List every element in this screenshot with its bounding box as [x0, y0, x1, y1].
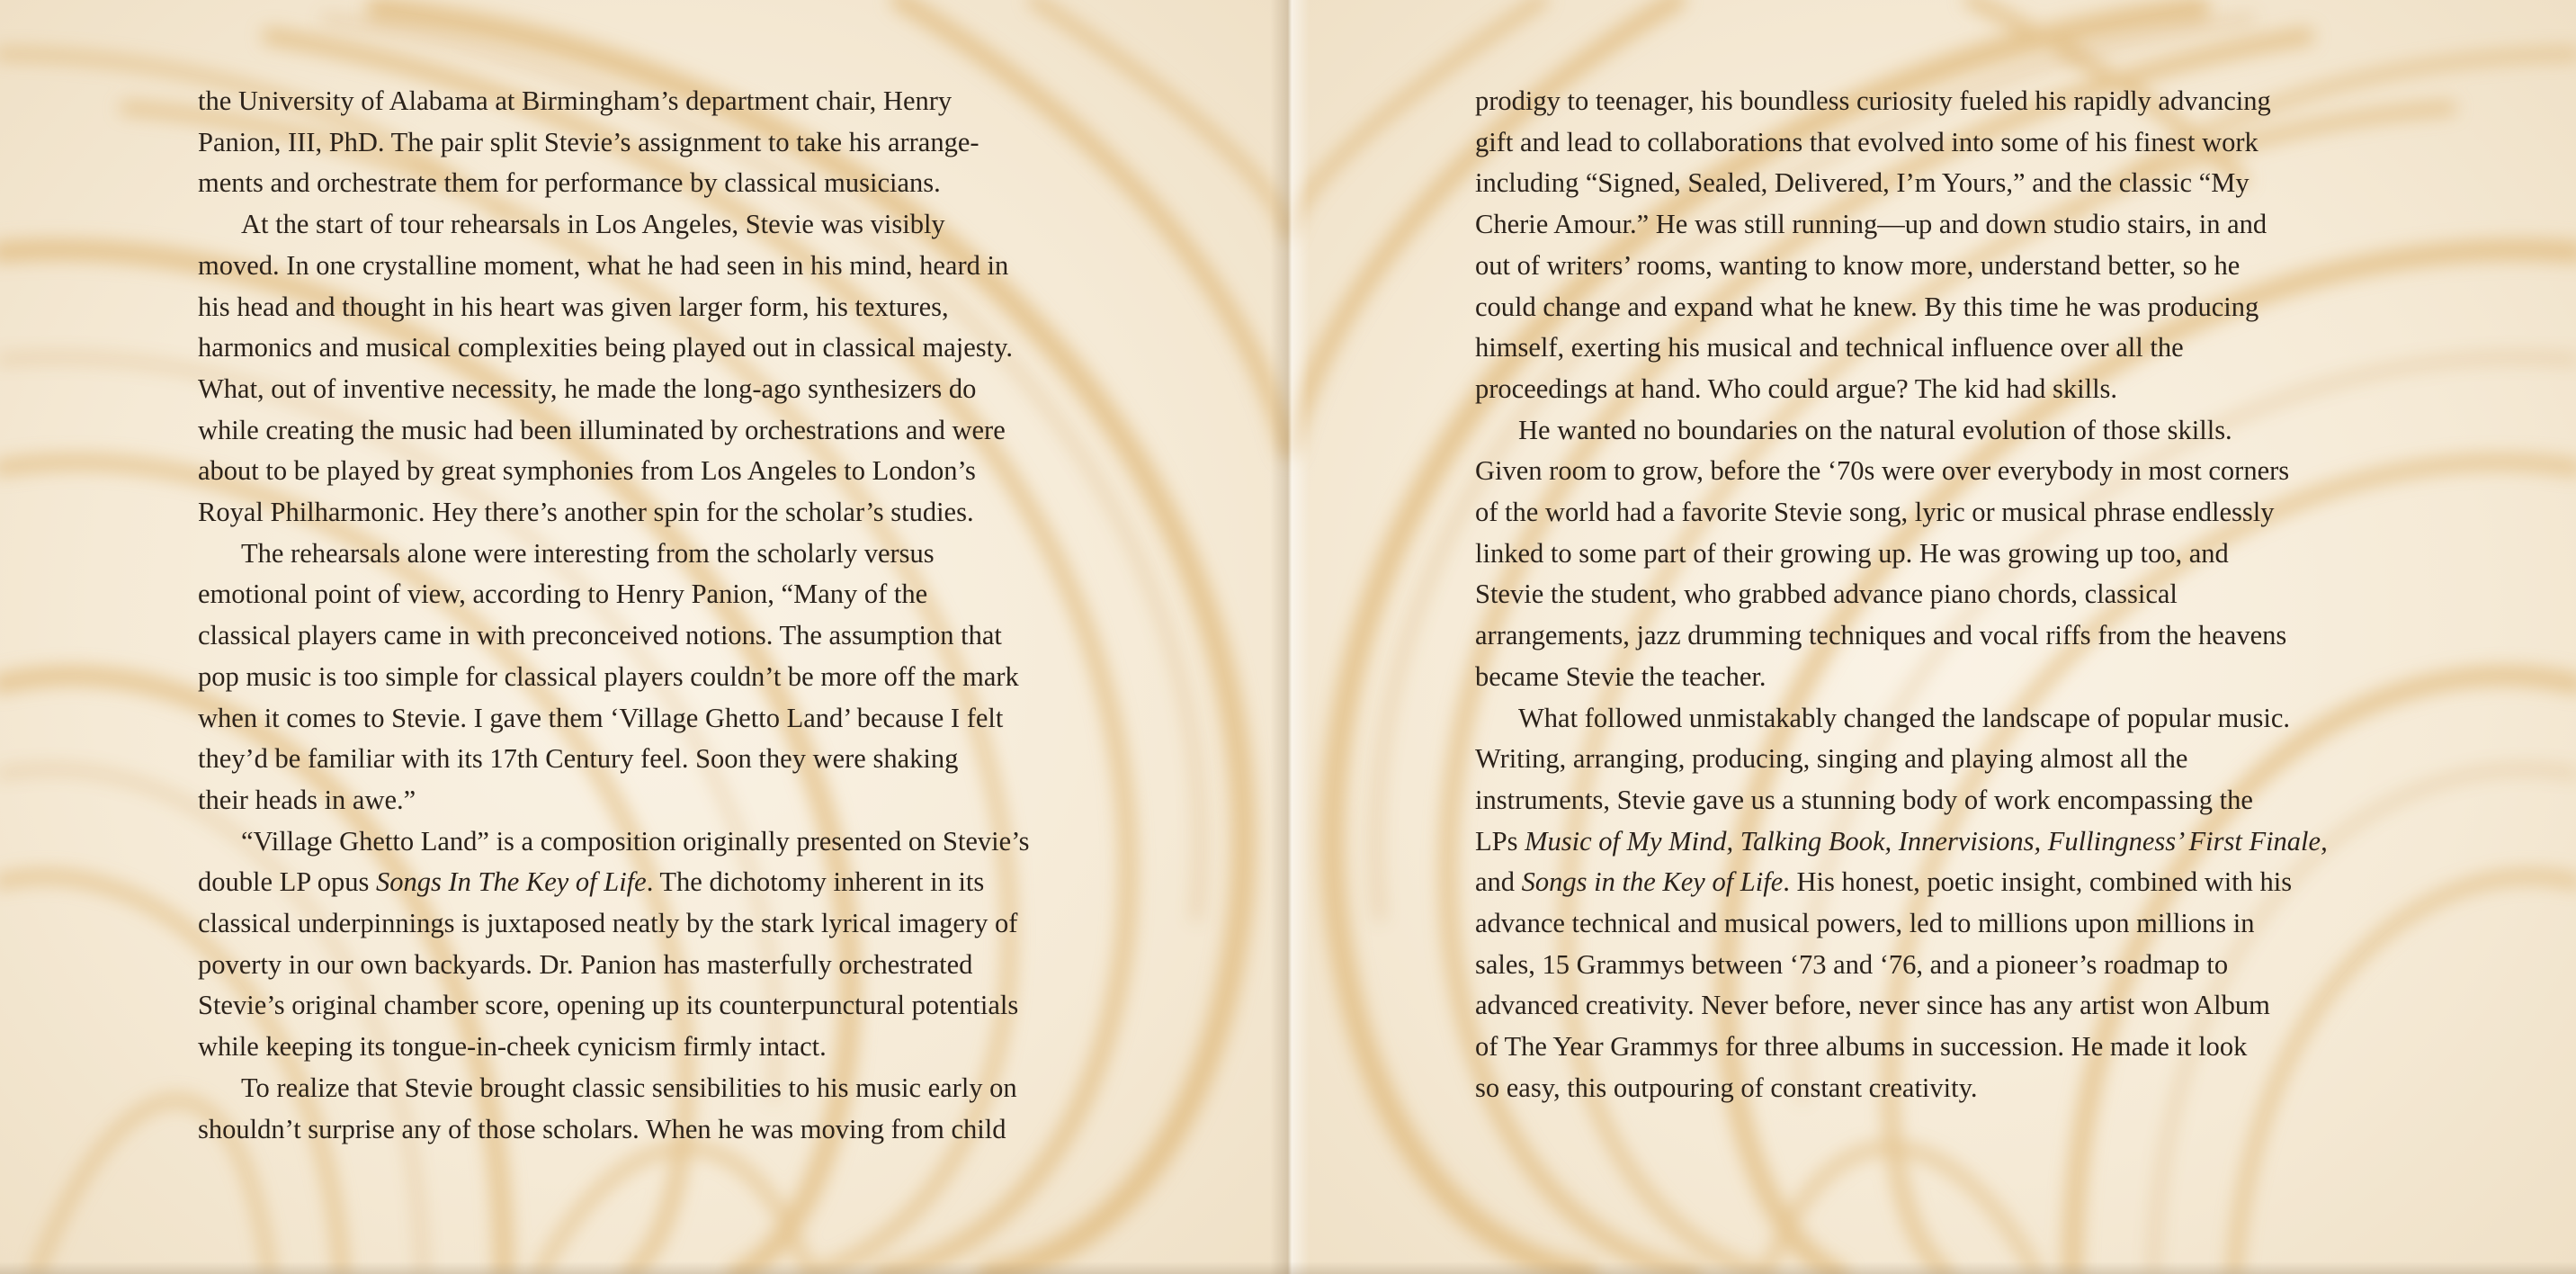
text-line: What, out of inventive necessity, he made the long-ago synthesizers do: [198, 372, 977, 404]
text-line: “Village Ghetto Land” is a composition originally presented on Stevie’s: [241, 825, 1030, 857]
book-gutter: [1270, 0, 1310, 1274]
text-line: classical players came in with preconceived notions. The assumption that: [198, 620, 1002, 651]
text-line: when it comes to Stevie. I gave them ‘Village Ghetto Land’ because I felt: [198, 702, 1004, 733]
text-line: [1475, 821, 2411, 863]
text-line: including “Signed, Sealed, Delivered, I’m Yours,” and the classic “My: [1475, 167, 2250, 199]
page-bottom-edge: [0, 1261, 2576, 1274]
text-line: arrangements, jazz drumming techniques and vocal riffs from the heavens: [1475, 620, 2287, 651]
text-line: instruments, Stevie gave us a stunning body of work encompassing the: [1475, 784, 2253, 815]
text-line: Stevie the student, who grabbed advance piano chords, classical: [1475, 579, 2178, 610]
text-line: ments and orchestrate them for performance by classical musicians.: [198, 167, 941, 199]
text-line: gift and lead to collaborations that evolved into some of his finest work: [1475, 126, 2258, 157]
text-line: pop music is too simple for classical players couldn’t be more off the mark: [198, 660, 1019, 692]
italic-title: Music of My Mind, Talking Book, Innervisions, Fullingness’ First Finale,: [1525, 825, 2328, 857]
text-line: Cherie Amour.” He was still running—up and down studio stairs, in and: [1475, 209, 2267, 240]
text-line: became Stevie the teacher.: [1475, 660, 1767, 692]
text-segment: . His honest, poetic insight, combined with his: [1783, 866, 2293, 898]
text-line: himself, exerting his musical and technical influence over all the: [1475, 332, 2184, 363]
text-line: linked to some part of their growing up. He was growing up too, and: [1475, 537, 2229, 569]
text-line: his head and thought in his heart was given larger form, his textures,: [198, 291, 949, 322]
text-line: they’d be familiar with its 17th Century feel. Soon they were shaking: [198, 743, 959, 775]
text-line: To realize that Stevie brought classic sensibilities to his music early on: [241, 1072, 1017, 1103]
text-line: Panion, III, PhD. The pair split Stevie’s assignment to take his arrange-: [198, 126, 979, 157]
text-line: emotional point of view, according to Henry Panion, “Many of the: [198, 579, 928, 610]
text-line: advanced creativity. Never before, never since has any artist won Album: [1475, 990, 2270, 1021]
text-line: of the world had a favorite Stevie song, lyric or musical phrase endlessly: [1475, 497, 2275, 528]
text-line: advance technical and musical powers, led to millions upon millions in: [1475, 908, 2255, 939]
text-segment: LPs: [1475, 825, 1525, 857]
text-line: about to be played by great symphonies from Los Angeles to London’s: [198, 455, 976, 487]
text-line: proceedings at hand. Who could argue? The kid had skills.: [1475, 372, 2118, 404]
text-line: of The Year Grammys for three albums in succession. He made it look: [1475, 1031, 2248, 1063]
text-segment: and: [1475, 866, 1522, 898]
left-page-body-text: [198, 81, 1133, 1150]
text-line: prodigy to teenager, his boundless curiosity fueled his rapidly advancing: [1475, 85, 2271, 116]
italic-title: Songs In The Key of Life: [375, 866, 647, 898]
text-line: poverty in our own backyards. Dr. Panion has masterfully orchestrated: [198, 948, 973, 980]
text-line: [1475, 862, 2411, 903]
text-line: the University of Alabama at Birmingham’s department chair, Henry: [198, 85, 953, 116]
text-line: sales, 15 Grammys between ‘73 and ‘76, and a pioneer’s roadmap to: [1475, 948, 2229, 980]
text-line: Stevie’s original chamber score, opening up its counterpunctural potentials: [198, 990, 1019, 1021]
italic-title: Songs in the Key of Life: [1521, 866, 1784, 898]
text-segment: . The dichotomy inherent in its: [646, 866, 985, 898]
text-line: so easy, this outpouring of constant creativity.: [1475, 1072, 1978, 1103]
text-line: while creating the music had been illuminated by orchestrations and were: [198, 414, 1006, 445]
text-line: classical underpinnings is juxtaposed neatly by the stark lyrical imagery of: [198, 908, 1018, 939]
text-line: harmonics and musical complexities being played out in classical majesty.: [198, 332, 1014, 363]
text-line: At the start of tour rehearsals in Los Angeles, Stevie was visibly: [241, 209, 945, 240]
text-line: Given room to grow, before the ‘70s were over everybody in most corners: [1475, 455, 2290, 487]
text-line: could change and expand what he knew. By this time he was producing: [1475, 291, 2259, 322]
text-line: What followed unmistakably changed the landscape of popular music.: [1518, 702, 2290, 733]
text-line: Royal Philharmonic. Hey there’s another spin for the scholar’s studies.: [198, 497, 974, 528]
text-line: [198, 862, 1133, 903]
text-line: while keeping its tongue-in-cheek cynicism firmly intact.: [198, 1031, 827, 1063]
right-page-body-text: [1475, 81, 2411, 1109]
text-line: moved. In one crystalline moment, what he had seen in his mind, heard in: [198, 249, 1009, 281]
text-line: The rehearsals alone were interesting from the scholarly versus: [241, 537, 935, 569]
right-page: [1288, 0, 2576, 1274]
text-segment: double LP opus: [198, 866, 376, 898]
text-line: He wanted no boundaries on the natural evolution of those skills.: [1518, 414, 2232, 445]
text-line: shouldn’t surprise any of those scholars. When he was moving from child: [198, 1113, 1006, 1144]
text-line: out of writers’ rooms, wanting to know more, understand better, so he: [1475, 249, 2241, 281]
text-line: their heads in awe.”: [198, 784, 416, 815]
text-line: Writing, arranging, producing, singing and playing almost all the: [1475, 743, 2188, 775]
